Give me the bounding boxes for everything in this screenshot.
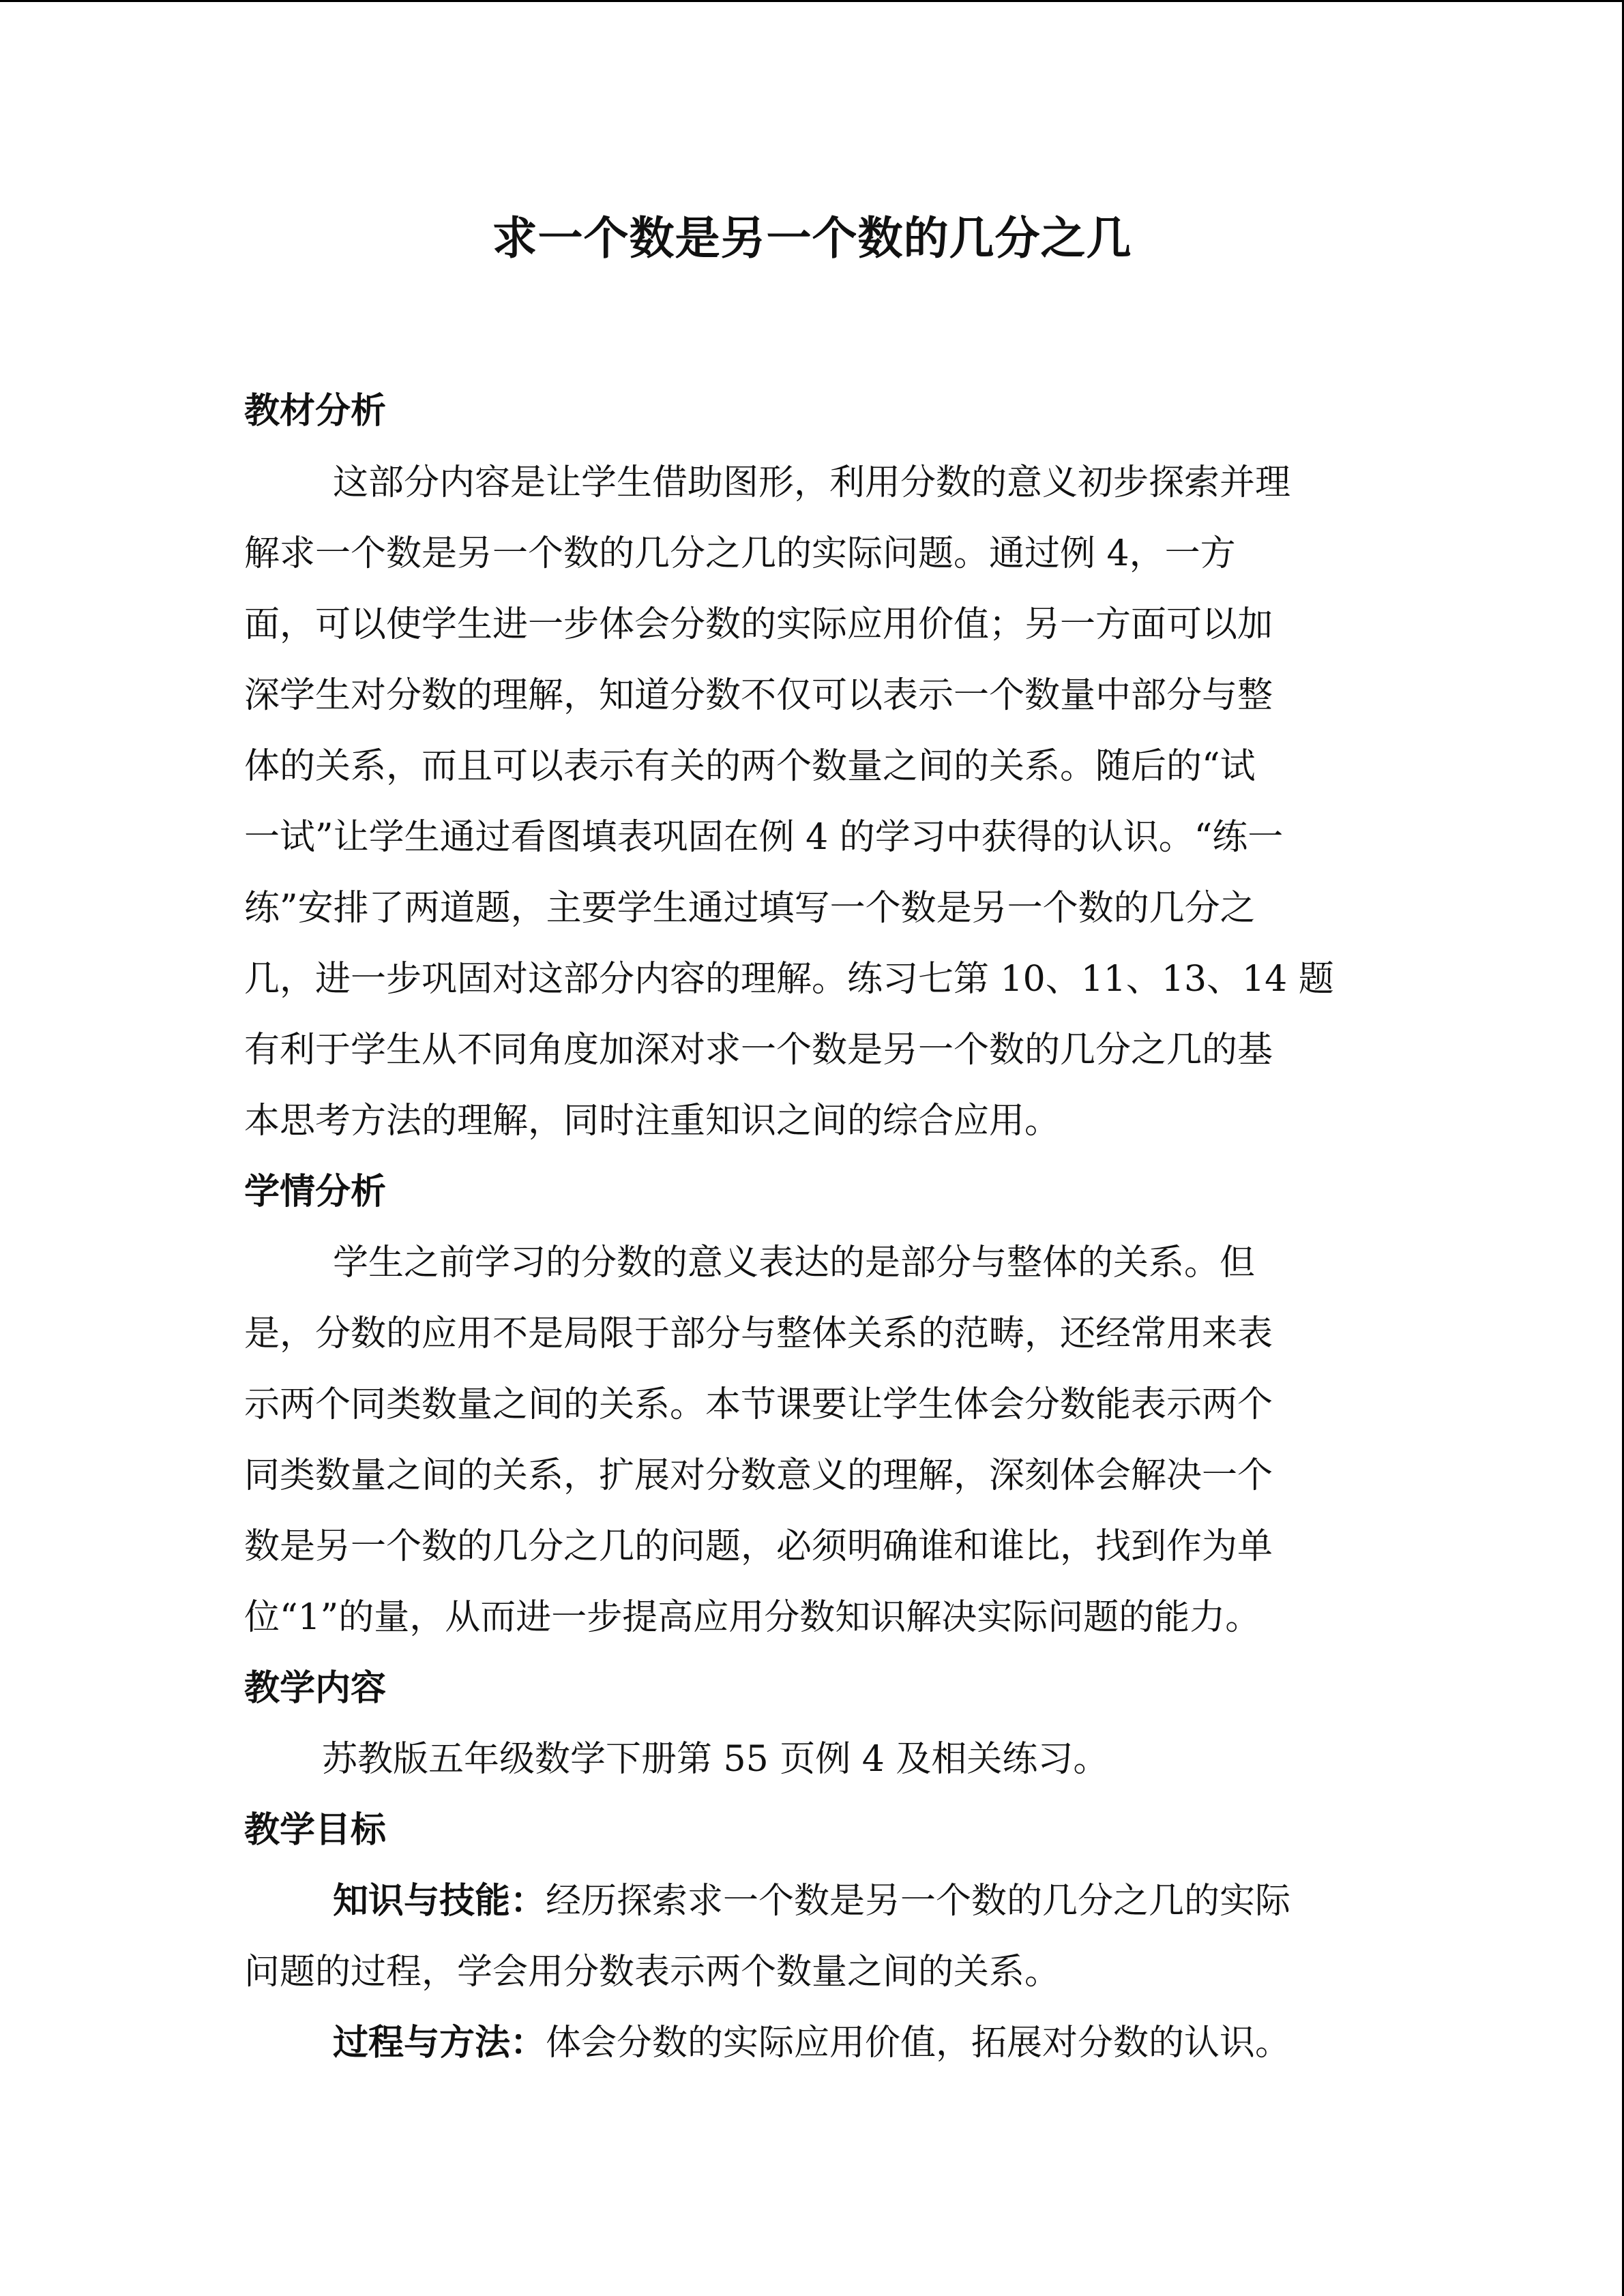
paragraph-line: 是，分数的应用不是局限于部分与整体关系的范畴，还经常用来表 (244, 1313, 1273, 1354)
paragraph-line: 这部分内容是让学生借助图形，利用分数的意义初步探索并理 (333, 462, 1291, 503)
paragraph-line: 面，可以使学生进一步体会分数的实际应用价值；另一方面可以加 (244, 604, 1273, 645)
paragraph-line: 有利于学生从不同角度加深对求一个数是另一个数的几分之几的基 (244, 1030, 1273, 1071)
goal-process-line (333, 2019, 1465, 2067)
document-title: 求一个数是另一个数的几分之几 (492, 211, 1132, 265)
paragraph-line: 苏教版五年级数学下册第 55 页例 4 及相关练习。 (322, 1739, 1109, 1780)
paragraph-line: 学生之前学习的分数的意义表达的是部分与整体的关系。但 (333, 1242, 1256, 1283)
goal-process-label: 过程与方法： (333, 2022, 546, 2063)
paragraph-line: 深学生对分数的理解，知道分数不仅可以表示一个数量中部分与整 (244, 675, 1273, 716)
section-heading-learners: 学情分析 (244, 1171, 387, 1212)
paragraph-line: 本思考方法的理解，同时注重知识之间的综合应用。 (244, 1101, 1061, 1142)
paragraph-line: 问题的过程，学会用分数表示两个数量之间的关系。 (244, 1952, 1061, 1993)
paragraph-line: 练”安排了两道题，主要学生通过填写一个数是另一个数的几分之 (244, 888, 1256, 929)
goal-knowledge-line (333, 1877, 1465, 1925)
paragraph-line: 数是另一个数的几分之几的问题，必须明确谁和谁比，找到作为单 (244, 1526, 1273, 1567)
goal-process-text: 体会分数的实际应用价值，拓展对分数的认识。 (546, 2023, 1291, 2063)
paragraph-line: 同类数量之间的关系，扩展对分数意义的理解，深刻体会解决一个 (244, 1455, 1273, 1496)
section-heading-goals: 教学目标 (244, 1809, 387, 1851)
goal-knowledge-text: 经历探索求一个数是另一个数的几分之几的实际 (546, 1881, 1291, 1922)
section-heading-content: 教学内容 (244, 1667, 387, 1709)
paragraph-line: 几，进一步巩固对这部分内容的理解。练习七第 10、11、13、14 题 (244, 959, 1334, 1000)
paragraph-line: 位“1”的量，从而进一步提高应用分数知识解决实际问题的能力。 (244, 1597, 1261, 1638)
paragraph-line: 示两个同类数量之间的关系。本节课要让学生体会分数能表示两个 (244, 1384, 1273, 1425)
paragraph-line: 一试”让学生通过看图填表巩固在例 4 的学习中获得的认识。“练一 (244, 817, 1284, 858)
paragraph-line: 解求一个数是另一个数的几分之几的实际问题。通过例 4，一方 (244, 533, 1236, 574)
paragraph-line: 体的关系，而且可以表示有关的两个数量之间的关系。随后的“试 (244, 746, 1256, 787)
section-heading-material: 教材分析 (244, 390, 387, 432)
goal-knowledge-label: 知识与技能： (333, 1880, 546, 1922)
